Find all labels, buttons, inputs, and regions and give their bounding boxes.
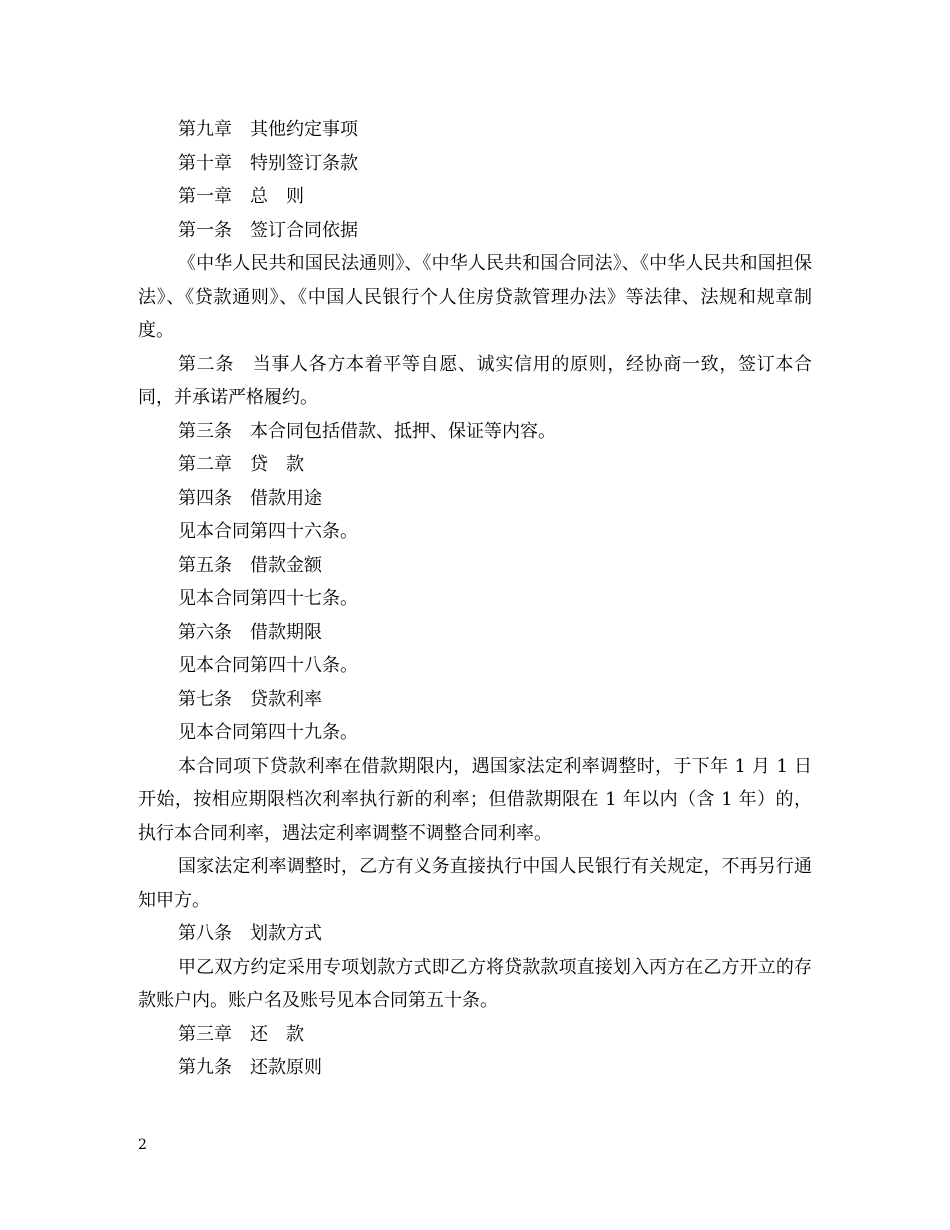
text-line: 见本合同第四十七条。 bbox=[178, 588, 358, 609]
article-heading: 第五条 借款金额 bbox=[178, 554, 322, 576]
article-heading: 第九条 还款原则 bbox=[178, 1057, 322, 1078]
paragraph: 甲乙双方约定采用专项划款方式即乙方将贷款款项直接划入丙方在乙方开立的存款账户内。账户名及账号见本合同第五十条。 bbox=[138, 956, 812, 1011]
article-heading: 第三条 本合同包括借款、抵押、保证等内容。 bbox=[178, 420, 556, 442]
text-line: 见本合同第四十九条。 bbox=[178, 722, 358, 743]
article-heading: 第四条 借款用途 bbox=[178, 487, 322, 509]
chapter-heading: 第一章 总 则 bbox=[178, 186, 304, 207]
article-heading: 第一条 签订合同依据 bbox=[178, 219, 358, 241]
paragraph: 本合同项下贷款利率在借款期限内，遇国家法定利率调整时，于下年 1 月 1 日开始，按相应期限档次利率执行新的利率；但借款期限在 1 年以内（含 1 年）的，执行本合同利率，遇法定利率调整不调整合同利率。 bbox=[138, 755, 812, 844]
article-heading: 第八条 划款方式 bbox=[178, 923, 322, 944]
text-line: 见本合同第四十八条。 bbox=[178, 655, 358, 676]
article-heading: 第六条 借款期限 bbox=[178, 621, 322, 643]
chapter-heading: 第三章 还 款 bbox=[178, 1023, 304, 1045]
paragraph: 第二条 当事人各方本着平等自愿、诚实信用的原则，经协商一致，签订本合同，并承诺严格履约。 bbox=[138, 353, 812, 408]
text-line: 见本合同第四十六条。 bbox=[178, 521, 358, 542]
document-body bbox=[138, 113, 812, 1085]
chapter-heading: 第九章 其他约定事项 bbox=[178, 119, 358, 140]
article-heading: 第七条 贷款利率 bbox=[178, 688, 322, 710]
paragraph: 国家法定利率调整时，乙方有义务直接执行中国人民银行有关规定，不再另行通知甲方。 bbox=[138, 856, 812, 911]
chapter-heading: 第十章 特别签订条款 bbox=[178, 152, 358, 174]
page-number: 2 bbox=[138, 1137, 147, 1153]
paragraph: 《中华人民共和国民法通则》、《中华人民共和国合同法》、《中华人民共和国担保法》、《贷款通则》、《中国人民银行个人住房贷款管理办法》等法律、法规和规章制度。 bbox=[138, 253, 812, 341]
chapter-heading: 第二章 贷 款 bbox=[178, 454, 304, 475]
